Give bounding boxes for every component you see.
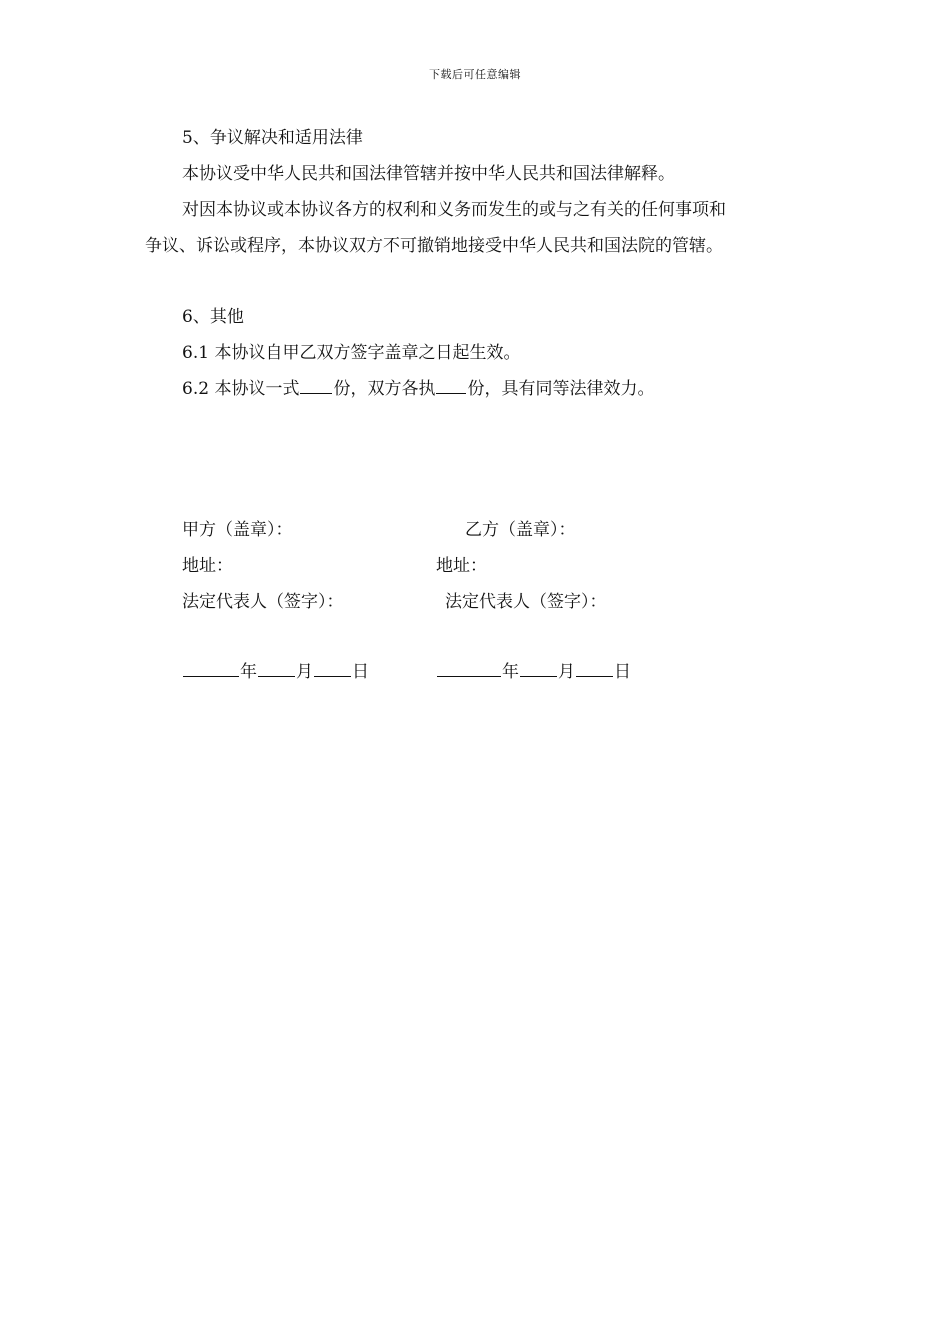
party-a-year-label: 年: [240, 662, 257, 682]
party-a-representative-label: 法定代表人（签字）：: [182, 592, 344, 612]
party-b-month-blank: [520, 659, 557, 677]
party-b-representative-label: 法定代表人（签字）：: [445, 592, 607, 612]
party-b-month-label: 月: [558, 662, 575, 682]
page-header: 下载后可任意编辑: [429, 68, 521, 81]
party-a-month-label: 月: [296, 662, 313, 682]
section-5-title: 5、争议解决和适用法律: [182, 128, 363, 148]
section-5-paragraph-2-line-1: 对因本协议或本协议各方的权利和义务而发生的或与之有关的任何事项和: [182, 200, 726, 220]
party-b-day-label: 日: [614, 662, 631, 682]
section-6-item-2: [182, 376, 654, 401]
party-a-day-blank: [314, 659, 351, 677]
party-b-date: [436, 659, 631, 684]
section-5-paragraph-2-line-2: 争议、诉讼或程序，本协议双方不可撤销地接受中华人民共和国法院的管辖。: [145, 236, 723, 256]
item-2-prefix: 6.2 本协议一式: [182, 379, 300, 399]
party-b-year-label: 年: [502, 662, 519, 682]
party-a-address-label: 地址：: [182, 556, 233, 576]
party-a-date: [182, 659, 369, 684]
party-a-year-blank: [183, 659, 239, 677]
section-5-paragraph-1: 本协议受中华人民共和国法律管辖并按中华人民共和国法律解释。: [182, 164, 675, 184]
item-2-suffix: 份，具有同等法律效力。: [467, 379, 655, 399]
party-b-address-label: 地址：: [436, 556, 487, 576]
party-b-day-blank: [576, 659, 613, 677]
copies-total-blank: [300, 376, 332, 394]
section-6-title: 6、其他: [182, 307, 244, 327]
party-b-seal-label: 乙方（盖章）：: [465, 520, 576, 540]
copies-each-blank: [436, 376, 466, 394]
party-b-year-blank: [437, 659, 501, 677]
party-a-day-label: 日: [352, 662, 369, 682]
party-a-month-blank: [258, 659, 295, 677]
item-2-mid: 份，双方各执: [333, 379, 436, 399]
party-a-seal-label: 甲方（盖章）：: [182, 520, 293, 540]
section-6-item-1: 6.1 本协议自甲乙双方签字盖章之日起生效。: [182, 343, 521, 363]
